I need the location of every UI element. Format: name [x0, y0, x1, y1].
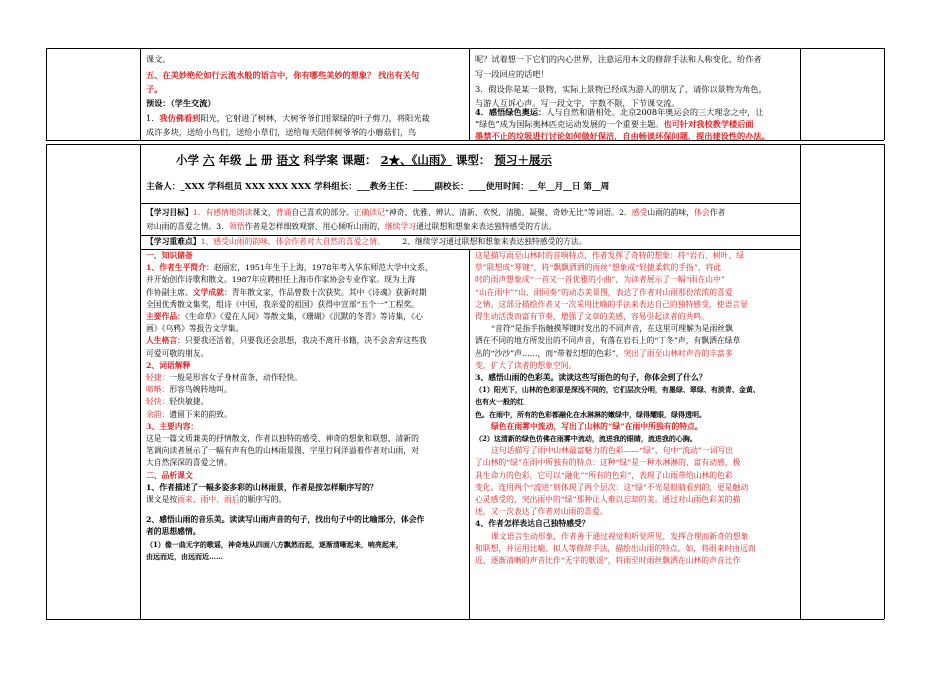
- top-left-line6: 成许多块，送给小鸟们，送给小草们，送给每天陪伴树爷爷的小蘑菇们，鸟: [146, 127, 417, 137]
- t: 课文是按: [146, 495, 178, 505]
- t: 【学习目标】: [146, 208, 193, 217]
- top-right-line7: 墨禁不止的垃圾进行讨论如何做好保洁，自由畅谈环保问题，提出建设性的办法。: [475, 131, 770, 141]
- t: “神奇、优雅、辨认、清新、欢悦、清脆、凝聚、奇妙无比”等词语。2．: [384, 208, 632, 217]
- t: （2）这清新的绿色仿佛在雨雾中流动，流进我的眼睛，流进我的心胸。: [475, 434, 697, 444]
- t: 轻捷：: [146, 373, 170, 383]
- lesson: 2★、《山雨》: [380, 153, 452, 167]
- t: 人与自然和谐相处。北京2008年奥运会的三大理念之中，让: [546, 107, 764, 117]
- t: 这是描写雨至山林时的音响特点，作者发挥了奇特的想象：将“岩石、树叶、绿: [475, 251, 745, 260]
- key-points: [146, 235, 587, 249]
- t: 体会: [694, 208, 710, 217]
- t: 1．: [146, 113, 160, 123]
- t: 并开始创作诗歌和散文。1987年应聘担任上海市作家协会专业作家。现为上海: [146, 275, 416, 285]
- t: 轻快：: [146, 397, 170, 407]
- t: 文学成就：: [192, 287, 232, 297]
- t: [146, 396, 466, 408]
- t: 科学案 课题：: [299, 153, 381, 167]
- t: 心灵感受的，突出雨中的“绿”那种让人难以忘却的美。通过对山雨色彩美的描: [475, 495, 741, 505]
- t: [146, 494, 466, 506]
- t: 时的雨声想象成“一首又一首优雅的小曲”，为读者展示了一幅“雨在山中”: [475, 275, 725, 285]
- left-column: [146, 250, 466, 563]
- t: 一般是形容女子身材苗条，动作轻快。: [169, 373, 302, 383]
- t: 啼啭：: [146, 385, 170, 395]
- t: 册: [257, 153, 277, 167]
- t: “山在雨中”“山、雨同奏”的动态美景图，表达了作者对山雨那份浓浓的喜爱: [475, 287, 733, 297]
- t: 绿色在雨雾中流动，写出了山林的“绿”在雨中所独有的特点。: [491, 421, 703, 431]
- t: 2、感悟山雨的音乐美。读读写山雨声音的句子，找出句子中的比喻部分，体会作: [146, 515, 425, 525]
- t: 1、作者生平简介：: [146, 263, 214, 273]
- t: 对山雨的喜爱之情。3．: [146, 222, 229, 231]
- t: 得生动活泼而富有节奏，增强了文章的美感，容易引起读者的共鸣。: [475, 312, 709, 322]
- top-left-line5: [146, 111, 430, 125]
- t: 青年散文家，作品曾数十次获奖。其中《诗魂》获新时期: [231, 287, 427, 297]
- top-left-line1: 课文。: [146, 54, 171, 64]
- top-left-line2: 五、在美妙绝伦如行云流水般的语言中，你有哪些美妙的想象？ 找出有关句: [146, 70, 420, 80]
- t: [146, 311, 466, 323]
- main-table-col3: [800, 144, 801, 619]
- t: 自己喜欢的部分。: [291, 208, 354, 217]
- t: [146, 335, 466, 347]
- page-title: [176, 152, 552, 168]
- t: 作协副主席。: [146, 287, 193, 297]
- t: 余韵：: [146, 409, 170, 419]
- t: 遗留下来的韵致。: [169, 409, 232, 419]
- top-table-col1: [140, 48, 141, 140]
- t: 色。在雨中，所有的色彩都融化在水淋淋的嫩绿中，绿得耀眼，绿得透明。: [475, 409, 706, 419]
- t: 画》《乌鸦》等报告文学集。: [146, 324, 244, 334]
- top-table-mid: [469, 48, 470, 140]
- t: 轻快敏捷。: [169, 397, 209, 407]
- t: 人生格言：: [146, 336, 185, 346]
- t: 只要我还活着，只要我还会思想，我决不离开书籍，决不会舍弃这些我: [184, 336, 427, 346]
- main-table-left: [46, 144, 47, 619]
- t: 的顺序写的。: [239, 495, 287, 505]
- term: 上: [245, 153, 258, 167]
- t: 洒在不同的地方所发出的不同声音，有落在岩石上的“丁冬”声，有飘洒在绿草: [475, 336, 741, 346]
- t: 具生命力的色彩，它可以“融化”“所有的色彩”，表现了山雨带给山林的色彩: [475, 470, 733, 480]
- t: 【学习重难点】: [146, 237, 201, 246]
- top-table-col3: [800, 48, 801, 140]
- t: 1．: [192, 208, 206, 217]
- lesson-type: 预习＋展示: [494, 153, 552, 167]
- t: 1、感受山雨的韵味，体会作者对大自然的喜爱之情。: [200, 237, 385, 246]
- top-right-line2: 写一段回应的话吧！: [475, 69, 549, 79]
- t: 可爱可敬的朋友。: [146, 348, 209, 358]
- main-table-mid: [469, 249, 470, 619]
- main-table-top: [46, 144, 884, 145]
- goals-line2: [146, 220, 556, 234]
- t: 近、逐渐清晰的声音比作“无字的歌谣”，将雨至时雨丝飘洒在山林的声音比作: [475, 556, 741, 566]
- grade: 六: [203, 153, 215, 167]
- top-left-line3: 子。: [146, 84, 163, 94]
- right-column: [475, 250, 797, 567]
- t: 一、知识储备: [146, 251, 193, 260]
- t: 草”联想成“琴键”，将“飘飘洒洒的雨丝”想象成“轻捷柔软的手指”，将此: [475, 263, 722, 273]
- t: 领悟: [228, 222, 245, 231]
- t: 3、感悟山雨的色彩美。读读这些写雨色的句子，你体会到了什么？: [475, 373, 707, 383]
- t: 山雨的韵味，: [647, 208, 695, 217]
- t: 雨来、雨中、雨后: [177, 495, 240, 505]
- top-table-right: [884, 48, 885, 140]
- t: 课型：: [451, 153, 495, 167]
- t: 作者: [709, 208, 726, 217]
- t: 2、词语解释: [146, 360, 191, 370]
- t: 《生命草》《爱在人间》等散文集，《珊瑚》《沉默的冬青》等诗集，《心: [184, 312, 423, 322]
- t: 变化。连用两个“流进”则体现了两个层次：这“绿”不光是眼睛看到的，更是触动: [475, 482, 749, 492]
- t: 我仿佛看到: [159, 113, 201, 123]
- t: 笔调向读者展示了一幅有声有色的山林雨景图，字里行间洋溢着作者对山雨，对: [146, 446, 419, 456]
- t: [146, 262, 466, 274]
- t: 之情。这部分描绘作者又一次采用比喻的手法来表达自己的独特感受，使语言显: [475, 299, 748, 309]
- top-table-left: [46, 48, 47, 140]
- t: 赵丽宏，1951年生于上海，1978年考入华东师范大学中文系，: [213, 263, 433, 273]
- t: 者的思想感情。: [146, 527, 201, 537]
- t: [146, 409, 466, 421]
- t: 作者是怎样细致观察、用心倾听山雨的，: [244, 222, 385, 231]
- t: 全国优秀散文集奖，组诗《中国，我亲爱的祖国》获得中宣部“五个一”工程奖。: [146, 299, 420, 309]
- main-table-bottom: [46, 619, 884, 620]
- spacer: [146, 506, 466, 514]
- t: 感受: [631, 208, 648, 217]
- t: 课文语言生动形象，作者善于通过视觉和听觉所见，发挥合理而新奇的想象: [491, 531, 749, 541]
- top-right-line4: 与游人互诉心声。写一段文字，字数不限，下节课交流。: [475, 98, 680, 108]
- t: 2、继续学习通过联想和想象来表达独特感受的方法。: [402, 237, 587, 246]
- t: 由远而近，由远而近……: [146, 551, 223, 561]
- t: [475, 348, 797, 360]
- t: 有感情地朗读: [205, 208, 253, 217]
- t: 这是一篇文质兼美的抒情散文，作者以独特的感受、神奇的想象和联想、清新的: [146, 434, 419, 444]
- t: （1）阳光下，山林的色彩原是深浅不同的，它们层次分明，有墨绿、翠绿、有淡青、金黄、: [475, 385, 760, 395]
- t: [146, 384, 466, 396]
- info-row: 主备人：_XXX 学科组员 XXX XXX XXX 学科组长：___教务主任：_____副校长：____使用时间：__年__月__日 第__周: [146, 182, 610, 192]
- t: 继续学习: [384, 222, 417, 231]
- t: 背诵: [275, 208, 292, 217]
- t: 正确读记: [353, 208, 385, 217]
- t: 大自然深深的喜爱之情。: [146, 458, 232, 468]
- t: 3、主要内容：: [146, 421, 199, 431]
- t: 突出了雨至山林时声音的丰富多: [623, 348, 733, 358]
- t: “绿色”成为国际奥林匹克运动发展的一个重要主题。: [475, 119, 664, 129]
- t: 年级: [214, 153, 246, 167]
- t: 二、品析课文: [146, 470, 193, 480]
- t: [146, 372, 466, 384]
- top-left-line4: 预设：（学生交流）: [146, 98, 216, 108]
- t: “音符”是指手指触摸琴键时发出的不同声音，在这里可理解为是雨丝飘: [491, 324, 733, 334]
- t: 和联想，并运用比喻、拟人等修辞手法，描绘出山雨的特点。如，将雨来时由远而: [475, 543, 756, 553]
- t: 也有火一般的红: [475, 397, 524, 407]
- t: 述，又一次表达了作者对山雨的喜爱。: [475, 507, 608, 517]
- main-table-col1: [140, 144, 141, 619]
- t: 通过联想和想象来表达独特感受的方法。: [416, 222, 557, 231]
- subject: 语文: [276, 153, 300, 167]
- t: 丛的“沙沙”声……，而“带着幻想的色彩”，: [475, 348, 624, 358]
- t: 变，扩大了读者的想象空间。: [475, 360, 577, 370]
- top-right-line1: 呢？试着想一下它们的内心世界，注意运用本文的修辞手法和人称变化，给作者: [475, 54, 762, 64]
- row-line-1: [140, 203, 800, 204]
- t: 形容鸟婉转地叫。: [169, 385, 232, 395]
- t: （1）像一曲无字的歌谣，神奇地从四面八方飘然而起，逐渐清晰起来，响亮起来，: [146, 539, 403, 549]
- t: 这句话描写了雨中山林最富魅力的色彩——“绿”，句中“流动”一词写出: [491, 446, 734, 456]
- top-right-line3: 3．假设你是某一景物，实际上景物已经成为游人的朋友了，请你以景物为角色，: [475, 84, 767, 94]
- top-table-top: [46, 48, 884, 49]
- t: 也可针对我校教学楼后面: [663, 119, 754, 129]
- t: 课文，: [252, 208, 276, 217]
- t: 阳光，它射进了树林，大树爷爷们用翠绿的叶子剪刀，将阳光裁: [200, 113, 430, 123]
- t: [146, 287, 466, 299]
- t: 4、作者怎样表达自己独特感受？: [475, 519, 590, 529]
- t: 了山林的“绿”在雨中所独有的特点：这种“绿”是一种水淋淋的、富有动感，极: [475, 458, 741, 468]
- t: 4．感悟绿色奥运：: [475, 107, 547, 117]
- t: 小学: [176, 153, 204, 167]
- main-table-right: [884, 144, 885, 619]
- t: 主要作品：: [146, 312, 185, 322]
- goals-line1: [146, 206, 725, 220]
- t: 1、作者描述了一幅多姿多彩的山林雨景，作者是按怎样顺序写的？: [146, 482, 378, 492]
